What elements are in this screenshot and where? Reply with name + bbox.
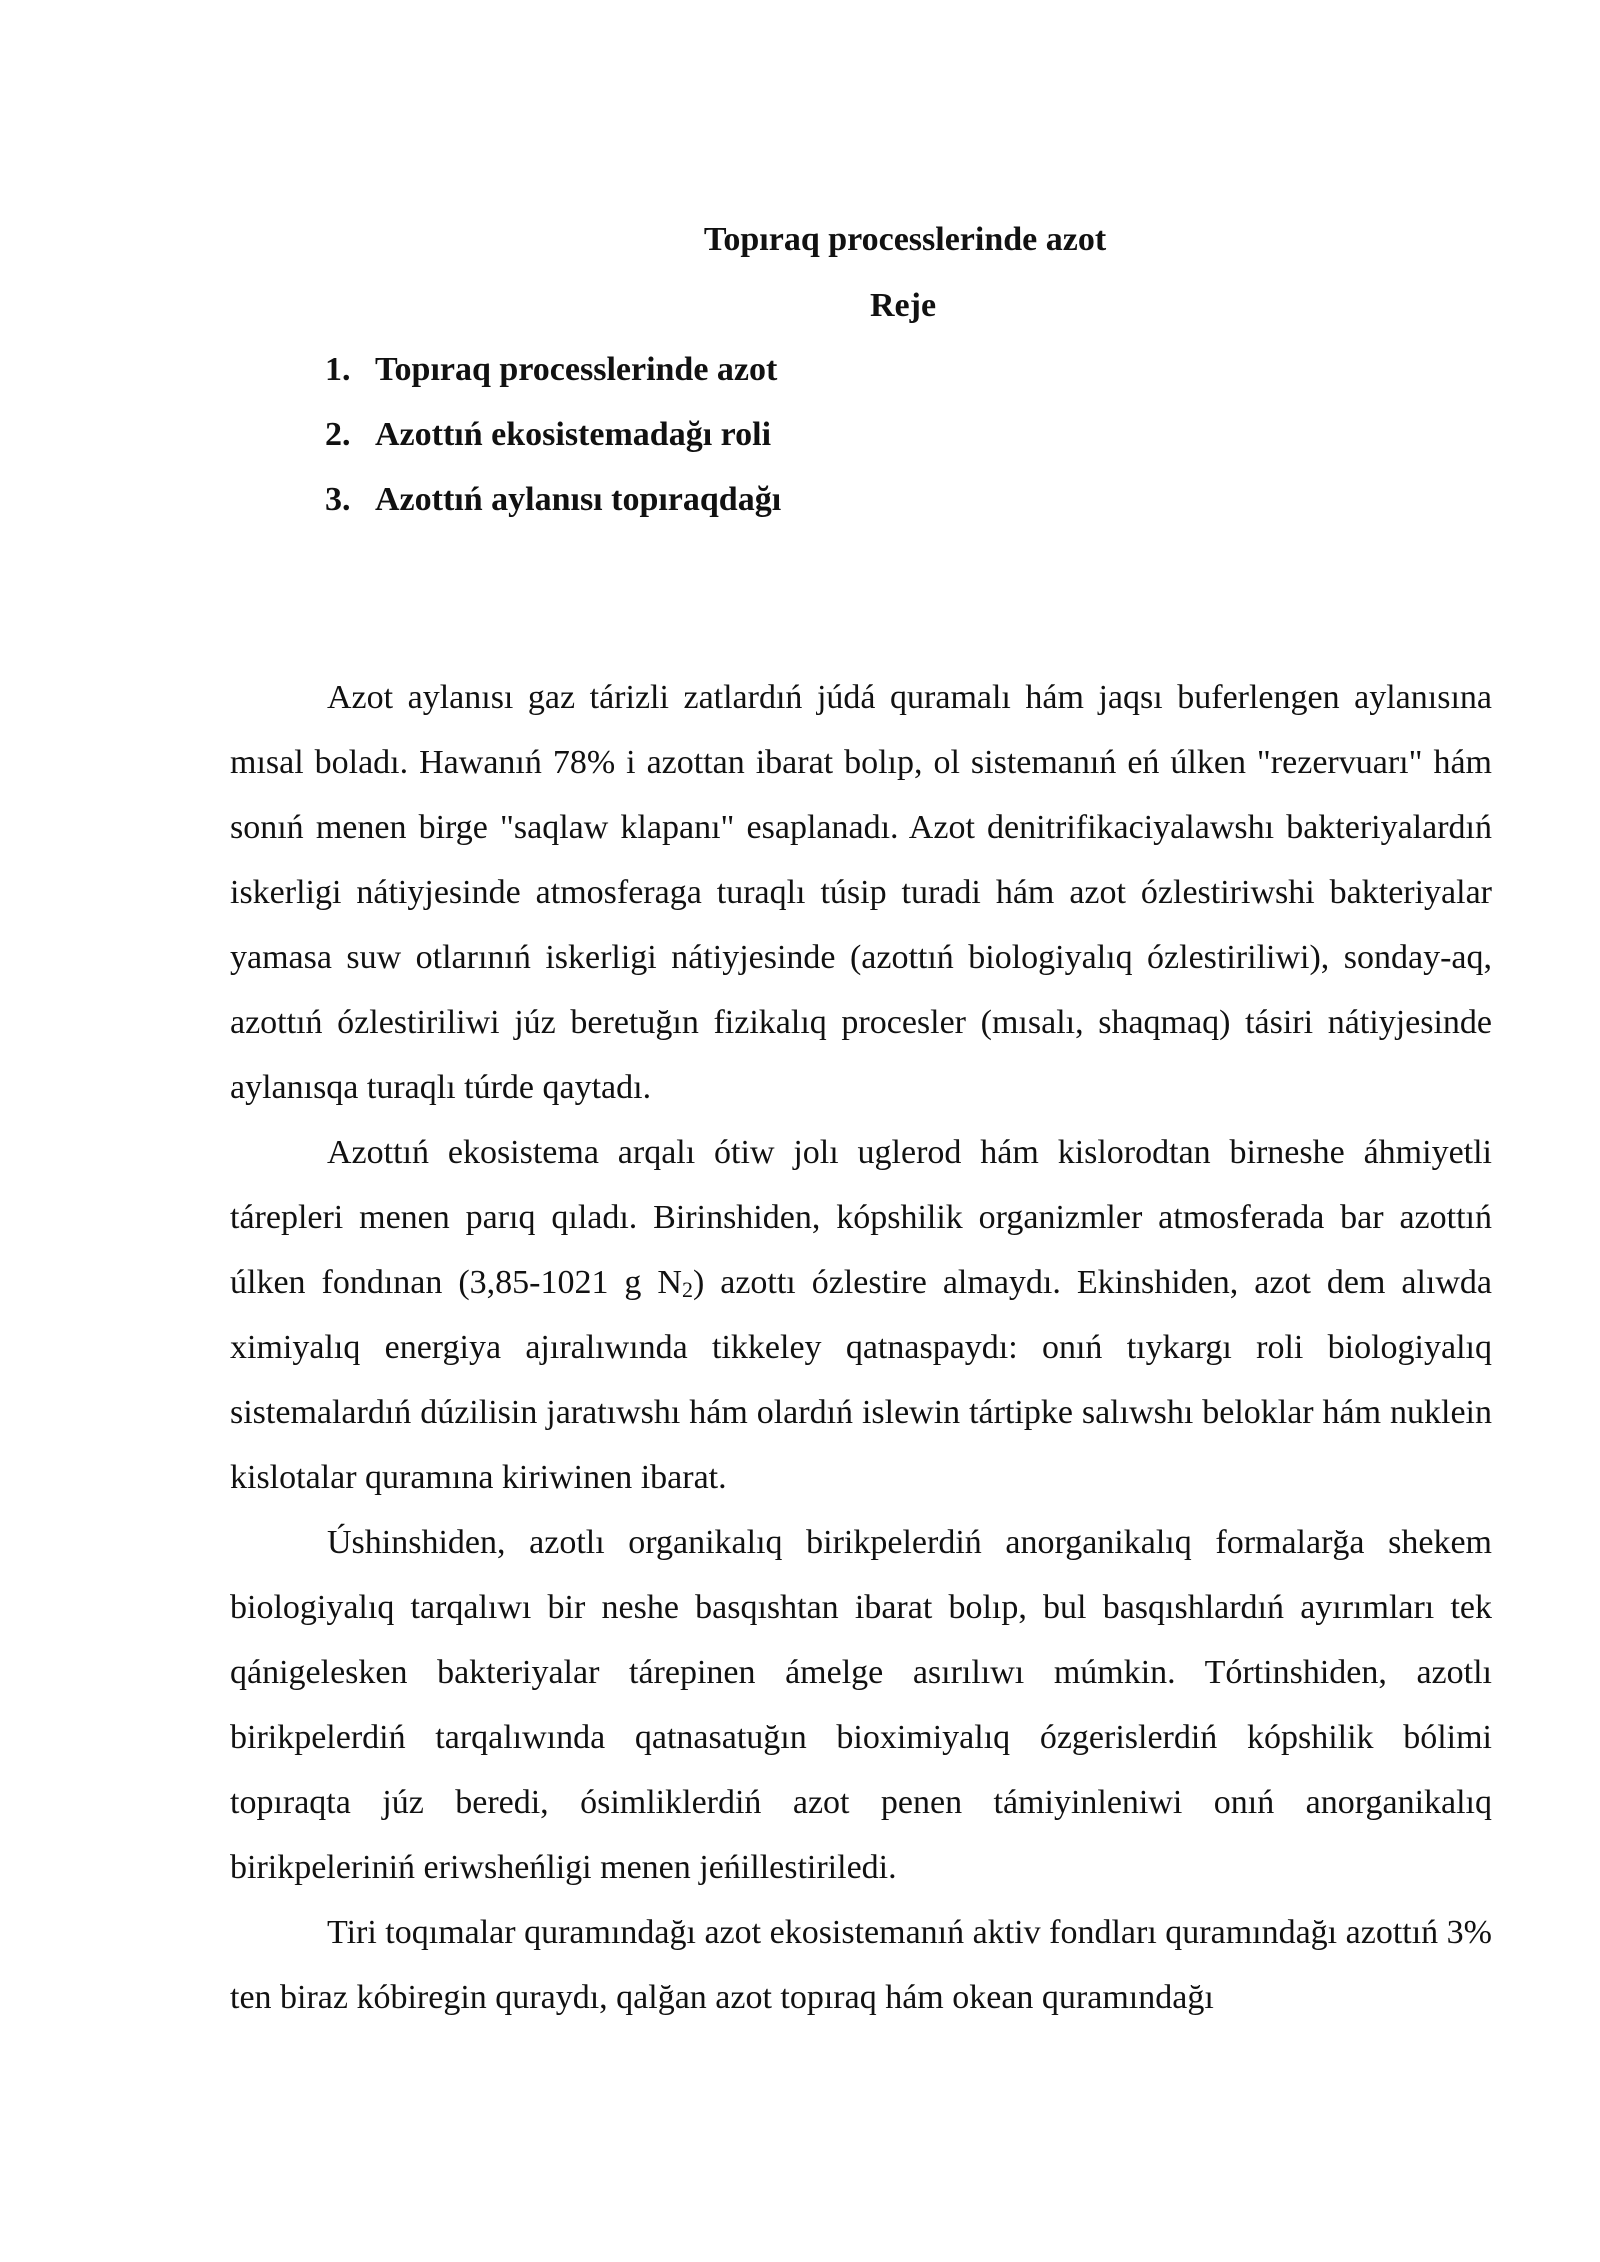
plan-item-number: 3.: [325, 481, 351, 518]
plan-item: [325, 410, 781, 475]
plan-item: [325, 475, 781, 540]
nitrogen-subscript: 2: [681, 1277, 693, 1302]
paragraph-3: Úshinshiden, azotlı organikalıq birikpelerdiń anorganikalıq formalarğa shekem biologiyalıq tarqalıwı bir neshe basqıshtan ibarat bolıp, bul basqıshlardıń ayırımları tek qánigelesken bakteriyalar tárepinen ámelge asırılıwı múmkin. Tórtinshiden, azotlı birikpelerdiń tarqalıwında qatnasatuğın bioximiyalıq ózgerislerdiń kópshilik bólimi topıraqta júz beredi, ósimliklerdiń azot penen támiyinleniwi onıń anorganikalıq birikpeleriniń eriwsheńligi menen jeńillestiriledi.: [230, 1524, 1492, 1886]
plan-item-number: 2.: [325, 416, 351, 453]
paragraph-4: Tiri toqımalar quramındağı azot ekosistemanıń aktiv fondları quramındağı azottıń 3% ten biraz kóbiregin quraydı, qalğan azot topıraq hám okean quramındağı: [230, 1914, 1492, 2016]
paragraph-2-text-start: Azottıń ekosistema arqalı ótiw jolı uglerod hám kislorodtan birneshe áhmiyetli tárepleri menen parıq qıladı. Birinshiden, kópshilik organizmler atmosferada bar azottıń úlken fondınan (3,85-1021 g N: [230, 1134, 1492, 1301]
document-title: Topıraq processlerinde azot: [703, 221, 1107, 258]
paragraph-2-text-end: ) azottı ózlestire almaydı. Ekinshiden, azot dem alıwda ximiyalıq energiya ajıralıwında tikkeley qatnaspaydı: onıń tıykargı roli biologiyalıq sistemalardıń dúzilisin jaratıwshı hám olardıń islewin tártipke salıwshı beloklar hám nuklein kislotalar quramına kiriwinen ibarat.: [230, 1264, 1492, 1496]
paragraph-1: Azot aylanısı gaz tárizli zatlardıń júdá quramalı hám jaqsı buferlengen aylanısına mısal boladı. Hawanıń 78% i azottan ibarat bolıp, ol sistemanıń eń úlken "rezervuarı" hám sonıń menen birge "saqlaw klapanı" esaplanadı. Azot denitrifikaciyalawshı bakteriyalardıń iskerligi nátiyjesinde atmosferaga turaqlı túsip turadi hám azot ózlestiriwshi bakteriyalar yamasa suw otlarınıń iskerligi nátiyjesinde (azottıń biologiyalıq ózlestiriliwi), sonday-aq, azottıń ózlestiriliwi júz beretuğın fizikalıq procesler (mısalı, shaqmaq) tásiri nátiyjesinde aylanısqa turaqlı túrde qaytadı.: [230, 679, 1492, 1106]
plan-item-text: Azottıń aylanısı topıraqdağı: [375, 481, 782, 518]
plan-item-text: Topıraq processlerinde azot: [375, 351, 778, 388]
plan-list: [325, 345, 781, 540]
plan-item-number: 1.: [325, 351, 351, 388]
paragraph-2: [230, 1120, 1492, 1510]
plan-item: [325, 345, 781, 410]
plan-heading: Reje: [870, 287, 937, 324]
plan-item-text: Azottıń ekosistemadağı roli: [375, 416, 772, 453]
document-body: [230, 665, 1492, 2030]
